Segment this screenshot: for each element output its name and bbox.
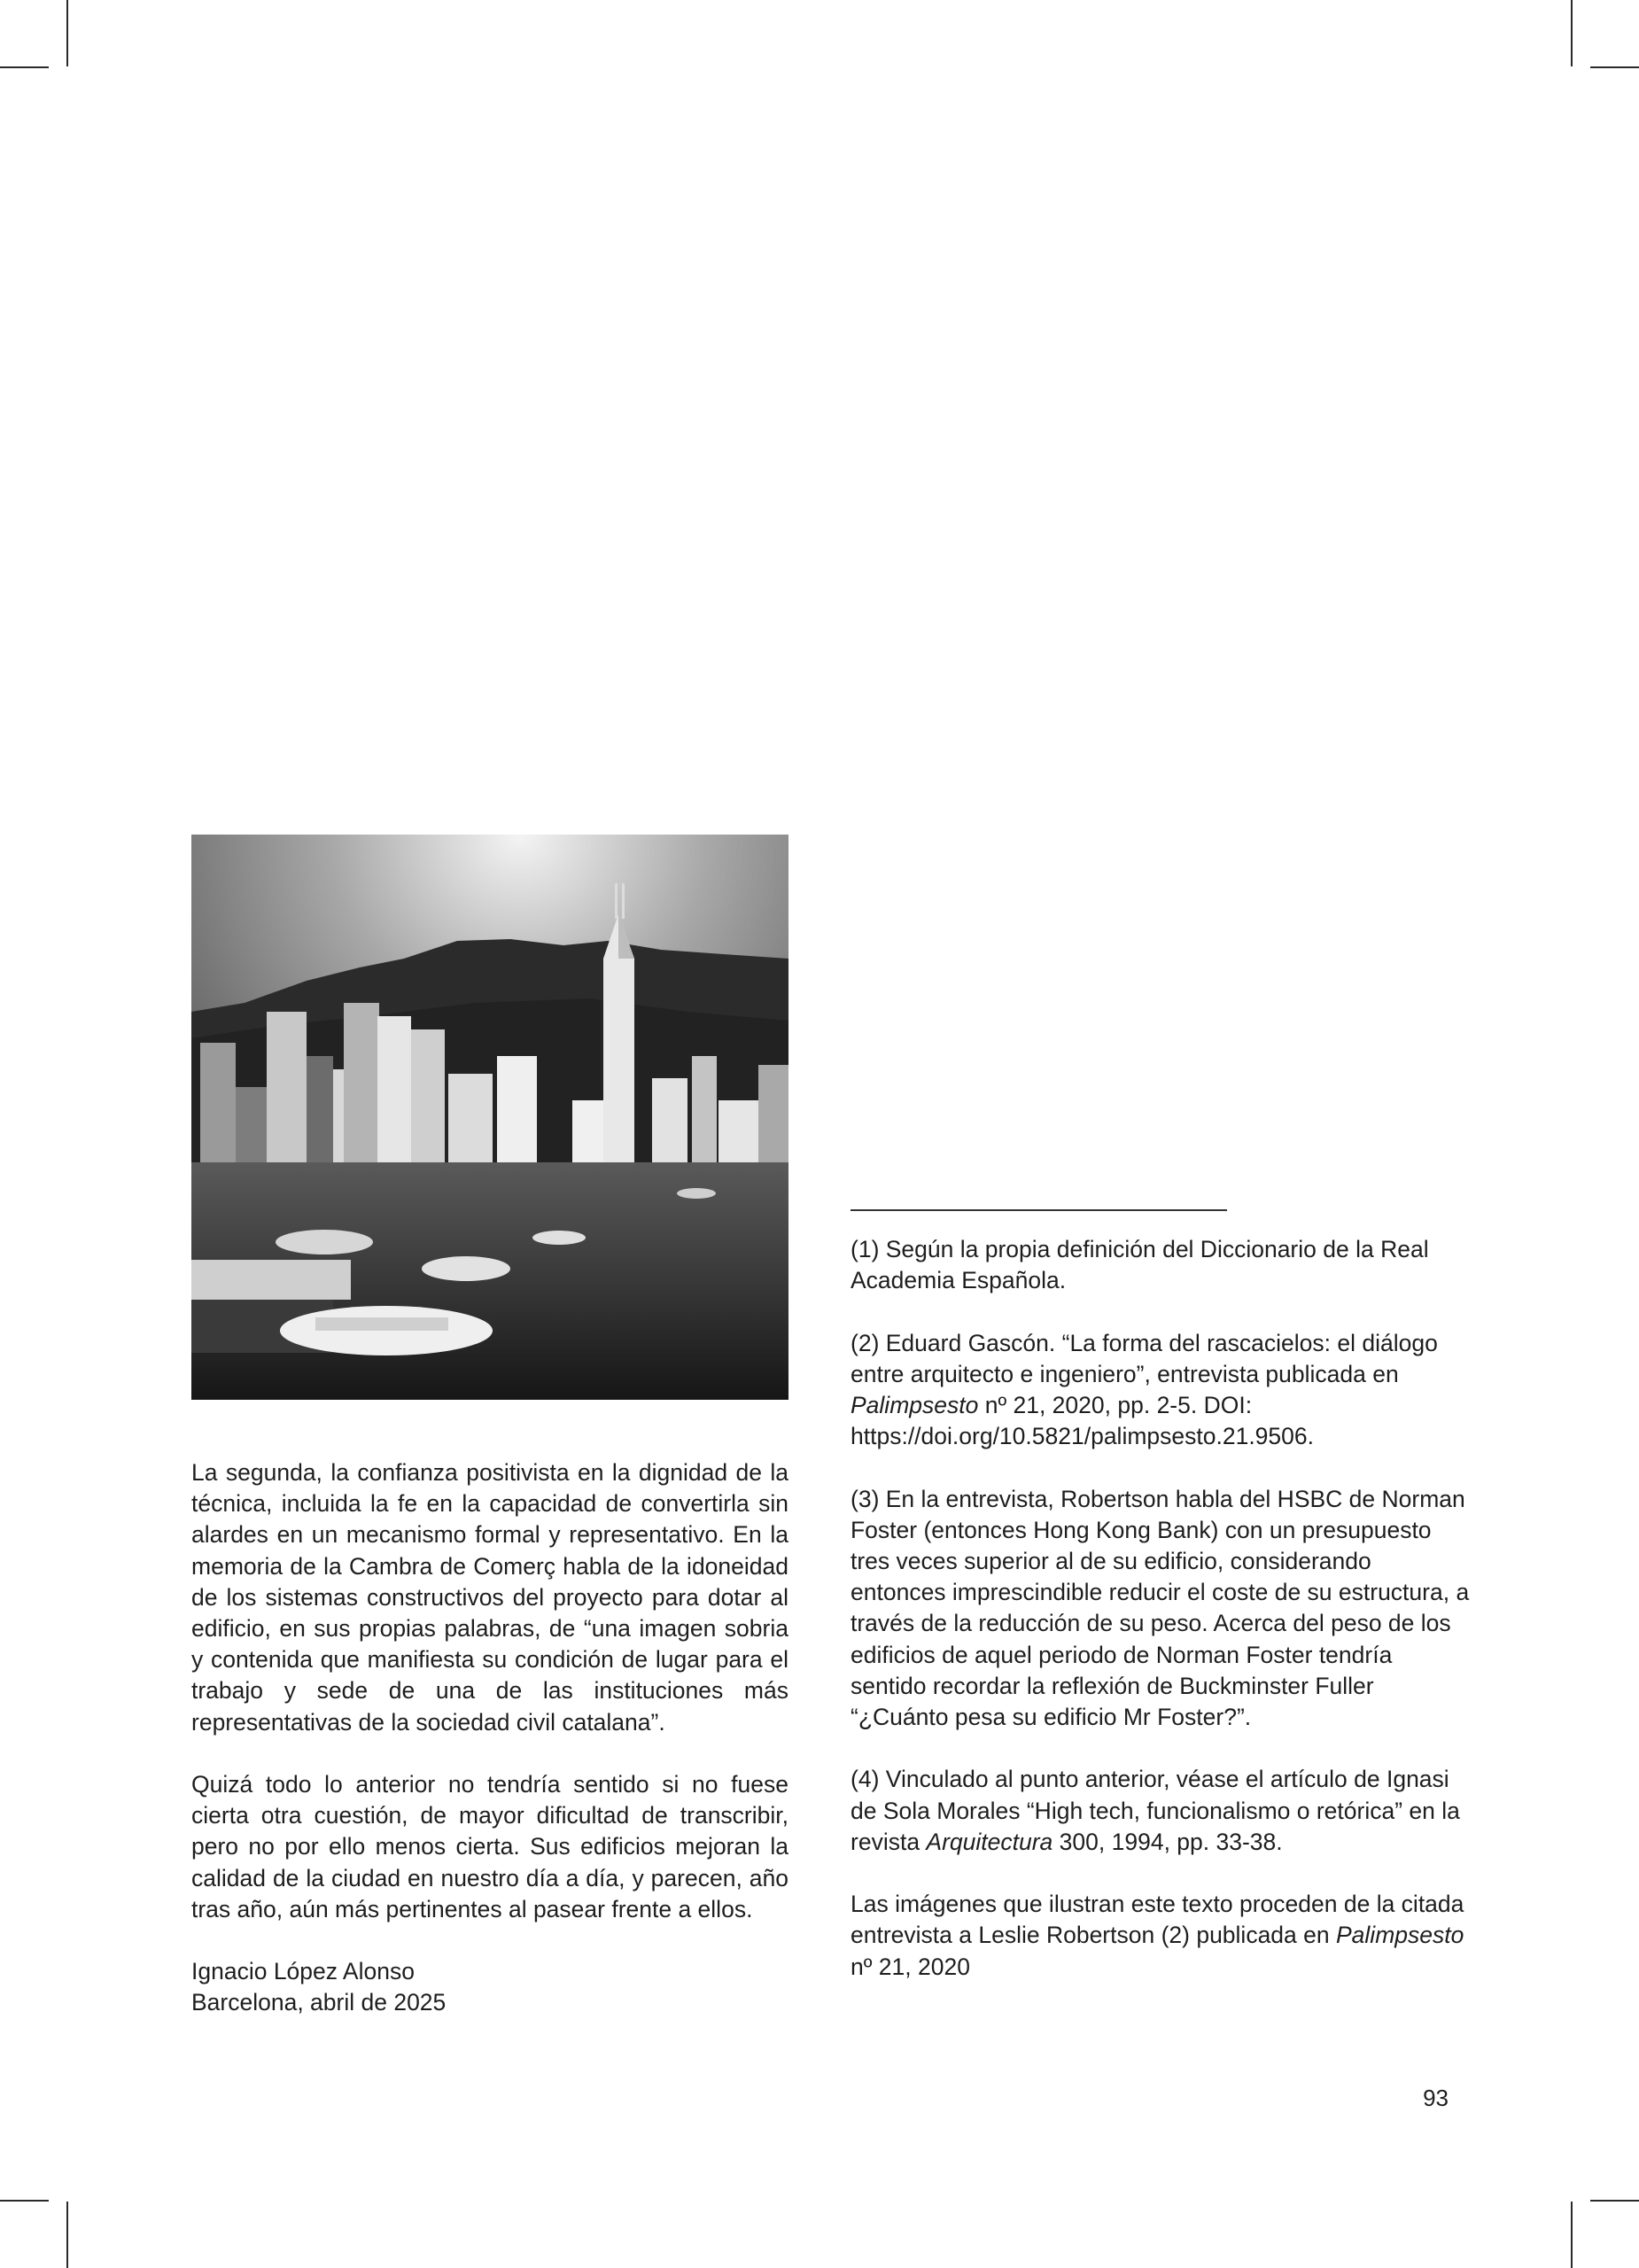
- footnote-4: (4) Vinculado al punto anterior, véase el artículo de Ignasi de Sola Morales “High tech, funcionalismo o retórica” en la revista Arquitectura 300, 1994, pp. 33-38.: [851, 1766, 1460, 1855]
- crop-mark-top-right-h: [1590, 66, 1639, 68]
- crop-mark-bottom-right-h: [1590, 2200, 1639, 2202]
- author-name: Ignacio López Alonso: [191, 1958, 415, 1985]
- footnote-2: (2) Eduard Gascón. “La forma del rascacielos: el diálogo entre arquitecto e ingeniero”, entrevista publicada en Palimpsesto nº 21, 2020, pp. 2-5. DOI: https://doi.org/10.5821/palimpsesto.21.9506.: [851, 1329, 1438, 1450]
- page-number: 93: [1423, 2085, 1449, 2111]
- crop-mark-bottom-left-h: [0, 2200, 49, 2202]
- hong-kong-skyline-photo: [191, 835, 788, 1400]
- footnote-rule: [851, 1209, 1227, 1211]
- crop-mark-top-left-h: [0, 66, 49, 68]
- body-paragraph-2: Quizá todo lo anterior no tendría sentido si no fuese cierta otra cuestión, de mayor dificultad de transcribir, pero no por ello menos cierta. Sus edificios mejoran la calidad de la ciudad en nuestro día a día, y parecen, año tras año, aún más pertinentes al pasear frente a ellos.: [191, 1771, 788, 1922]
- crop-mark-bottom-right: [1571, 2202, 1573, 2268]
- signature: [191, 1956, 788, 2018]
- place-date: Barcelona, abril de 2025: [191, 1989, 447, 2016]
- crop-mark-bottom-left: [66, 2202, 68, 2268]
- footnotes-column: [851, 1234, 1471, 1983]
- image-credits: Las imágenes que ilustran este texto proceden de la citada entrevista a Leslie Robertson (2) publicada en Palimpsesto nº 21, 2020: [851, 1891, 1464, 1980]
- crop-mark-top-right: [1571, 0, 1573, 66]
- body-paragraph-1: La segunda, la confianza positivista en la dignidad de la técnica, incluida la fe en la capacidad de convertirla sin alardes en un mecanismo formal y representativo. En la memoria de la Cambra de Comerç habla de la idoneidad de los sistemas constructivos del proyecto para dotar al edificio, en sus propias palabras, de “una imagen sobria y contenida que manifiesta su condición de lugar para el trabajo y sede de una de las instituciones más representativas de la sociedad civil catalana”.: [191, 1459, 788, 1736]
- footnote-1: (1) Según la propia definición del Diccionario de la Real Academia Española.: [851, 1236, 1429, 1294]
- main-text-column: [191, 1457, 788, 2019]
- crop-mark-top-left: [66, 0, 68, 66]
- footnote-3: (3) En la entrevista, Robertson habla del HSBC de Norman Foster (entonces Hong Kong Bank) con un presupuesto tres veces superior al de su edificio, considerando entonces imprescindible reducir el coste de su estructura, a través de la reducción de su peso. Acerca del peso de los edificios de aquel periodo de Norman Foster tendría sentido recordar la reflexión de Buckminster Fuller “¿Cuánto pesa su edificio Mr Foster?”.: [851, 1485, 1470, 1731]
